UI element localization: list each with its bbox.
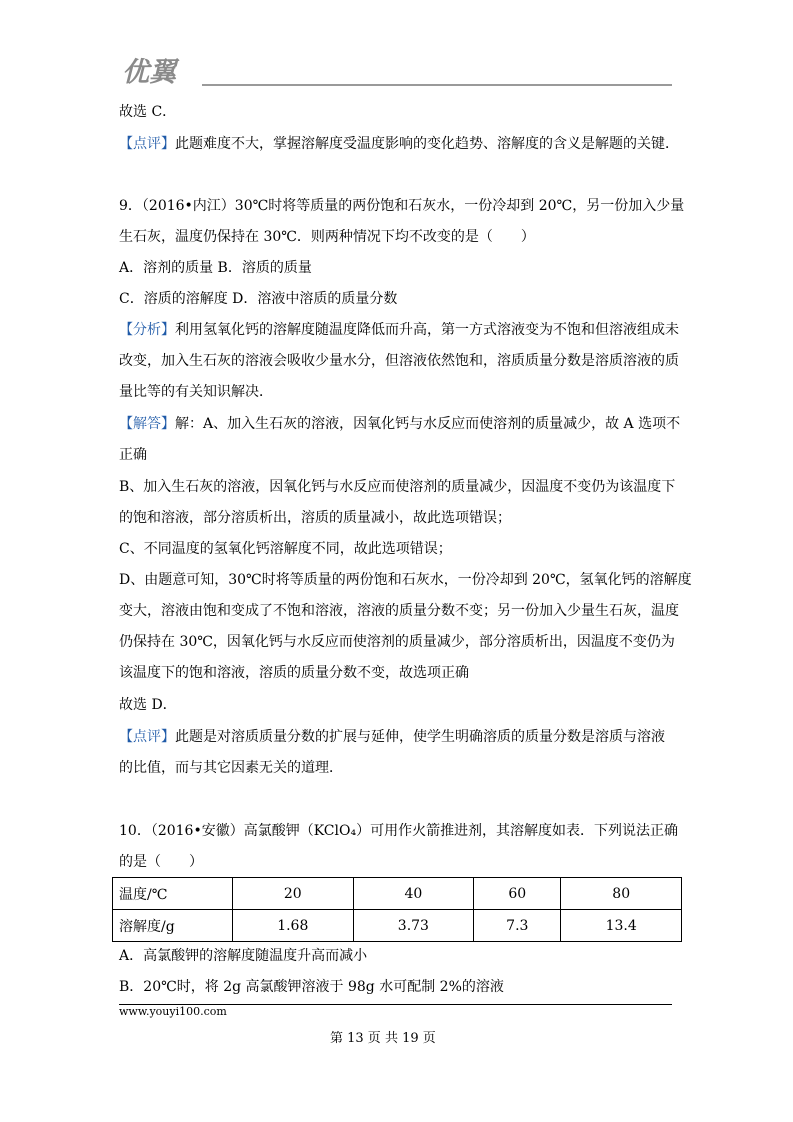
table-row xyxy=(113,878,682,910)
header-rule xyxy=(202,84,672,86)
page-number: 第 13 页 共 19 页 xyxy=(330,1031,436,1046)
table-row-label: 温度/℃ xyxy=(113,878,233,910)
table-row xyxy=(113,910,682,942)
analysis-line-2: 改变，加入生石灰的溶液会吸收少量水分，但溶液依然饱和，溶质质量分数是溶质溶液的质 xyxy=(119,353,679,369)
solution-line-3: B、加入生石灰的溶液，因氧化钙与水反应而使溶剂的质量减少，因温度不变仍为该温度下 xyxy=(119,479,676,495)
solution-line-6: D、由题意可知，30℃时将等质量的两份饱和石灰水，一份冷却到 20℃，氢氧化钙的溶解度 xyxy=(119,572,692,588)
solution-answer: 故选 D． xyxy=(119,697,177,713)
comment-prev xyxy=(119,134,679,154)
table-cell: 3.73 xyxy=(353,910,474,942)
question-9-line-1: 9．（2016•内江）30℃时将等质量的两份饱和石灰水，一份冷却到 20℃，另一份加入少量 xyxy=(119,198,685,214)
table-cell: 80 xyxy=(561,878,682,910)
table-cell: 40 xyxy=(353,878,474,910)
logo-text: 优翼 xyxy=(122,57,176,88)
solution-line-8: 仍保持在 30℃，因氧化钙与水反应而使溶剂的质量减少，部分溶质析出，因温度不变仍为 xyxy=(119,634,675,650)
table-cell: 20 xyxy=(233,878,354,910)
analysis-line-3: 量比等的有关知识解决． xyxy=(119,384,273,400)
comment-tag: 【点评】 xyxy=(119,136,175,152)
solution-line-7: 变大，溶液由饱和变成了不饱和溶液，溶液的质量分数不变；另一份加入少量生石灰，温度 xyxy=(119,603,679,619)
solution-line-9: 该温度下的饱和溶液，溶质的质量分数不变，故选项正确 xyxy=(119,665,469,681)
solution-line-2: 正确 xyxy=(119,447,147,463)
comment-line-1 xyxy=(119,727,665,747)
comment-text: 此题难度不大，掌握溶解度受温度影响的变化趋势、溶解度的含义是解题的关键． xyxy=(175,136,679,152)
table-cell: 1.68 xyxy=(233,910,354,942)
solution-line-5: C、不同温度的氢氧化钙溶解度不同，故此选项错误； xyxy=(119,541,452,557)
analysis-line-1 xyxy=(119,320,679,340)
comment-text-2: 此题是对溶质质量分数的扩展与延伸，使学生明确溶质的质量分数是溶质与溶液 xyxy=(175,729,665,745)
comment-line-2: 的比值，而与其它因素无关的道理． xyxy=(119,760,343,776)
solution-tag: 【解答】 xyxy=(119,416,175,432)
question-9-line-2: 生石灰，温度仍保持在 30℃．则两种情况下均不改变的是（ ） xyxy=(119,229,535,245)
solution-line-1 xyxy=(119,414,680,434)
question-9-options-ab: A．溶剂的质量 B．溶质的质量 xyxy=(119,260,312,276)
solution-line-4: 的饱和溶液，部分溶质析出，溶质的质量减小，故此选项错误； xyxy=(119,510,511,526)
solubility-table xyxy=(112,877,682,942)
table-cell: 7.3 xyxy=(474,910,561,942)
solution-text: 解：A、加入生石灰的溶液，因氧化钙与水反应而使溶剂的质量减少，故 A 选项不 xyxy=(175,416,681,432)
question-9-options-cd: C．溶质的溶解度 D．溶液中溶质的质量分数 xyxy=(119,291,398,307)
question-10-option-b: B．20℃时，将 2g 高氯酸钾溶液于 98g 水可配制 2%的溶液 xyxy=(119,979,504,995)
question-10-line-1: 10．（2016•安徽）高氯酸钾（KClO₄）可用作火箭推进剂，其溶解度如表．下列说法正确 xyxy=(119,823,679,839)
table-row-label: 溶解度/g xyxy=(113,910,233,942)
youyi-logo xyxy=(120,54,204,88)
comment-tag-2: 【点评】 xyxy=(119,729,175,745)
question-10-line-2: 的是（ ） xyxy=(119,854,203,870)
analysis-tag: 【分析】 xyxy=(119,322,175,338)
table-cell: 13.4 xyxy=(561,910,682,942)
analysis-text: 利用氢氧化钙的溶解度随温度降低而升高，第一方式溶液变为不饱和但溶液组成未 xyxy=(175,322,679,338)
question-10-option-a: A．高氯酸钾的溶解度随温度升高而减小 xyxy=(119,948,368,964)
table-cell: 60 xyxy=(474,878,561,910)
footer-url: www.youyi100.com xyxy=(119,1005,227,1018)
answer-choice-prev: 故选 C． xyxy=(119,104,177,120)
